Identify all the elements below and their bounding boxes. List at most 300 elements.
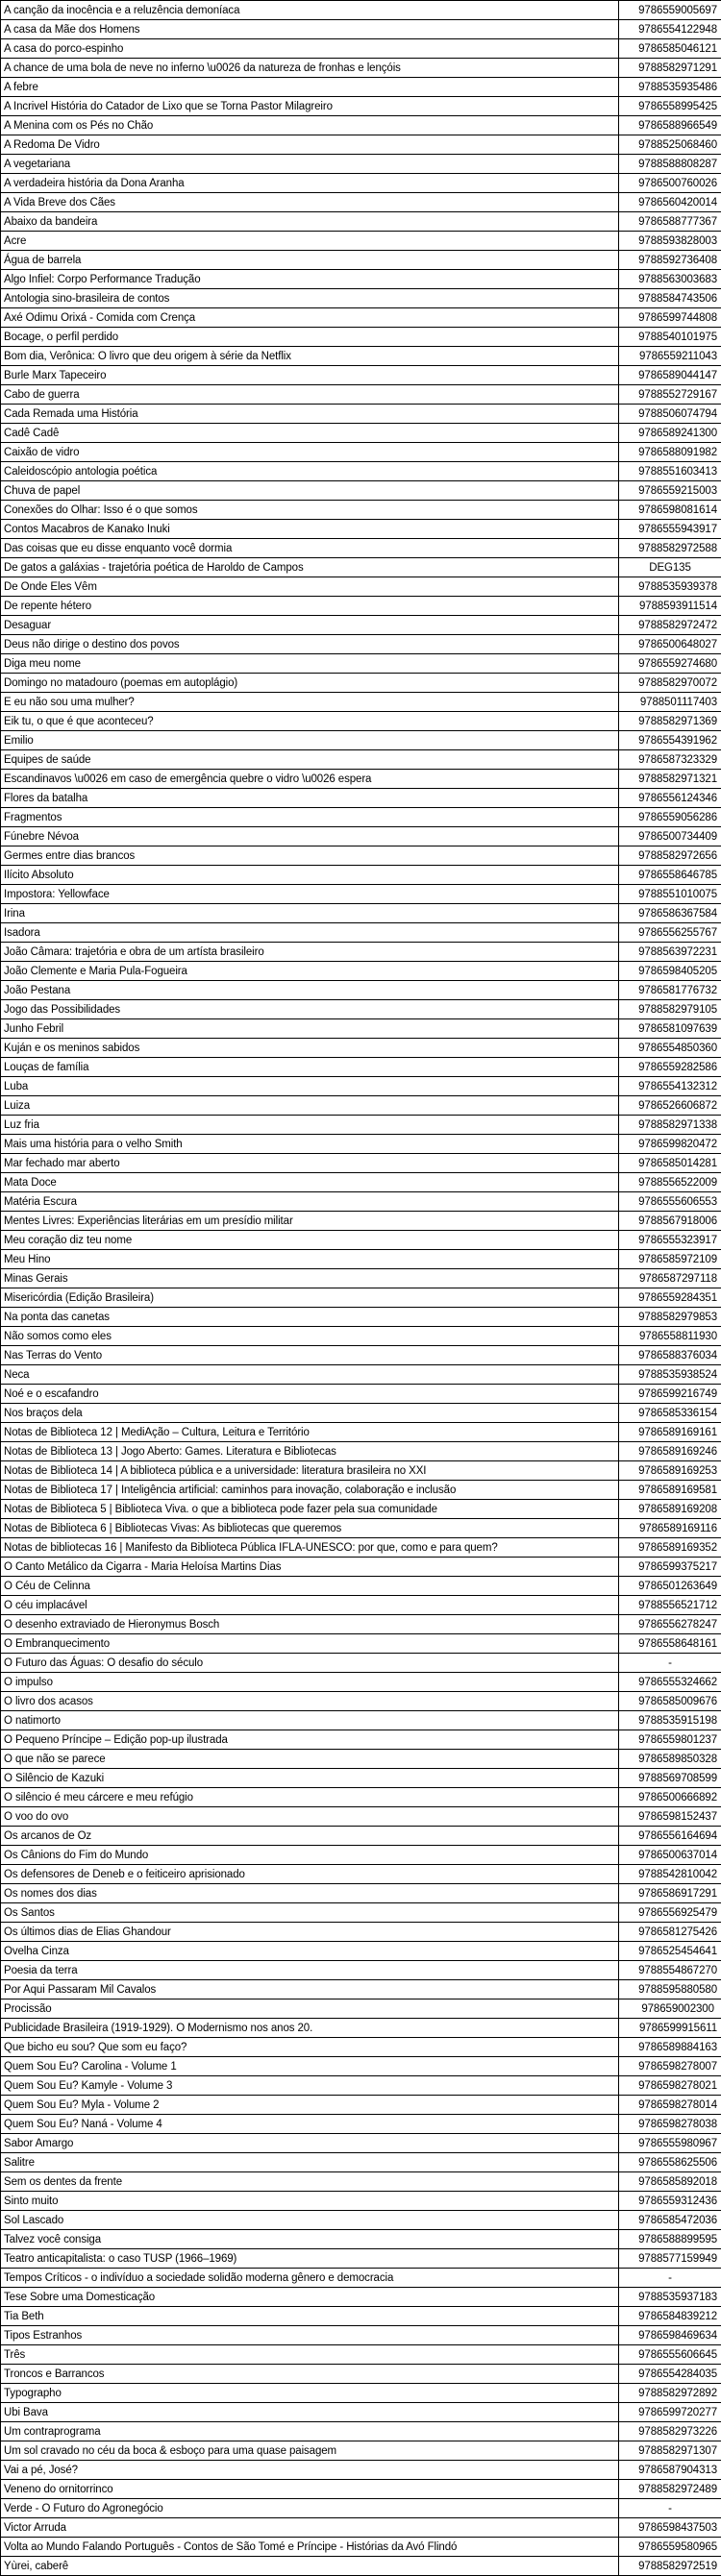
isbn-cell[interactable]: 9786598278038 bbox=[619, 2115, 721, 2134]
isbn-cell[interactable]: 9786587323329 bbox=[619, 750, 721, 770]
isbn-cell[interactable]: 9786585972109 bbox=[619, 1250, 721, 1269]
title-cell[interactable]: Caixão de vidro bbox=[1, 443, 619, 462]
isbn-cell[interactable]: 9786559274680 bbox=[619, 654, 721, 674]
title-cell[interactable]: Ubi Bava bbox=[1, 2403, 619, 2422]
isbn-cell[interactable]: 9786581776732 bbox=[619, 981, 721, 1000]
title-cell[interactable]: A Vida Breve dos Cães bbox=[1, 193, 619, 212]
isbn-cell[interactable]: 9786555324662 bbox=[619, 1673, 721, 1692]
isbn-cell[interactable]: 9788582972472 bbox=[619, 616, 721, 635]
isbn-cell[interactable]: 9786588777367 bbox=[619, 212, 721, 232]
title-cell[interactable]: Salitre bbox=[1, 2153, 619, 2172]
title-cell[interactable]: Luba bbox=[1, 1077, 619, 1096]
title-cell[interactable]: Os arcanos de Oz bbox=[1, 1827, 619, 1846]
title-cell[interactable]: O voo do ovo bbox=[1, 1807, 619, 1827]
title-cell[interactable]: Noé e o escafandro bbox=[1, 1385, 619, 1404]
title-cell[interactable]: Os últimos dias de Elias Ghandour bbox=[1, 1923, 619, 1942]
isbn-cell[interactable]: 9786500734409 bbox=[619, 827, 721, 846]
title-cell[interactable]: Irina bbox=[1, 904, 619, 923]
table-body bbox=[1, 1, 721, 2576]
title-cell[interactable]: Conexões do Olhar: Isso é o que somos bbox=[1, 501, 619, 520]
title-cell[interactable]: João Pestana bbox=[1, 981, 619, 1000]
table-row bbox=[1, 1365, 721, 1385]
table-row bbox=[1, 674, 721, 693]
title-cell[interactable]: Três bbox=[1, 2345, 619, 2365]
table-row bbox=[1, 789, 721, 808]
title-cell[interactable]: Publicidade Brasileira (1919-1929). O Modernismo nos anos 20. bbox=[1, 2019, 619, 2038]
isbn-cell[interactable]: 9788582972489 bbox=[619, 2480, 721, 2499]
title-cell[interactable]: O Embranquecimento bbox=[1, 1634, 619, 1654]
isbn-cell[interactable]: 9786584839212 bbox=[619, 2307, 721, 2326]
isbn-cell[interactable]: 9786560420014 bbox=[619, 193, 721, 212]
title-cell[interactable]: Mais uma história para o velho Smith bbox=[1, 1135, 619, 1154]
title-cell[interactable]: Sabor Amargo bbox=[1, 2134, 619, 2153]
isbn-cell[interactable]: DEG135 bbox=[619, 558, 721, 577]
table-row bbox=[1, 2384, 721, 2403]
isbn-cell[interactable]: 9786559580965 bbox=[619, 2538, 721, 2557]
title-cell[interactable]: Misericórdia (Edição Brasileira) bbox=[1, 1288, 619, 1308]
isbn-cell[interactable]: 9786555980967 bbox=[619, 2134, 721, 2153]
isbn-cell[interactable]: 9788535939378 bbox=[619, 577, 721, 597]
title-cell[interactable]: Sem os dentes da frente bbox=[1, 2172, 619, 2192]
isbn-cell[interactable]: 9786559211043 bbox=[619, 347, 721, 366]
title-cell[interactable]: Ovelha Cinza bbox=[1, 1942, 619, 1961]
title-cell[interactable]: Jogo das Possibilidades bbox=[1, 1000, 619, 1019]
title-cell[interactable]: Ilícito Absoluto bbox=[1, 866, 619, 885]
isbn-cell[interactable]: 9786589169116 bbox=[619, 1519, 721, 1538]
isbn-cell[interactable]: 9786599744808 bbox=[619, 308, 721, 328]
isbn-cell[interactable]: 9788567918006 bbox=[619, 1212, 721, 1231]
isbn-cell[interactable]: 9786589241300 bbox=[619, 424, 721, 443]
isbn-cell[interactable]: 9786556255767 bbox=[619, 923, 721, 943]
title-cell[interactable]: A febre bbox=[1, 78, 619, 97]
title-cell[interactable]: Notas de Biblioteca 12 | MediAção – Cultura, Leitura e Território bbox=[1, 1423, 619, 1442]
isbn-cell[interactable]: 9786598278021 bbox=[619, 2076, 721, 2096]
isbn-cell[interactable]: 9786585336154 bbox=[619, 1404, 721, 1423]
title-cell[interactable]: A Incrivel História do Catador de Lixo que se Torna Pastor Milagreiro bbox=[1, 97, 619, 116]
table-row bbox=[1, 1423, 721, 1442]
isbn-cell[interactable]: - bbox=[619, 1654, 721, 1673]
title-cell[interactable]: Mar fechado mar aberto bbox=[1, 1154, 619, 1173]
table-row bbox=[1, 1596, 721, 1615]
title-cell[interactable]: Os defensores de Deneb e o feiticeiro aprisionado bbox=[1, 1865, 619, 1884]
title-cell[interactable]: O Canto Metálico da Cigarra - Maria Heloísa Martins Dias bbox=[1, 1558, 619, 1577]
title-cell[interactable]: A casa do porco-espinho bbox=[1, 39, 619, 59]
isbn-cell[interactable]: 9786555323917 bbox=[619, 1231, 721, 1250]
isbn-cell[interactable]: 9786589169253 bbox=[619, 1461, 721, 1481]
isbn-cell[interactable]: 9788593911514 bbox=[619, 597, 721, 616]
title-cell[interactable]: Cabo de guerra bbox=[1, 385, 619, 405]
isbn-cell[interactable]: 9788592736408 bbox=[619, 251, 721, 270]
title-cell[interactable]: Yùrei, caberê bbox=[1, 2557, 619, 2576]
title-cell[interactable]: A verdadeira história da Dona Aranha bbox=[1, 174, 619, 193]
isbn-cell[interactable]: 9786599216749 bbox=[619, 1385, 721, 1404]
isbn-cell[interactable]: 9786589169161 bbox=[619, 1423, 721, 1442]
table-row bbox=[1, 1404, 721, 1423]
title-cell[interactable]: Notas de bibliotecas 16 | Manifesto da Biblioteca Pública IFLA-UNESCO: por que, como e para quem? bbox=[1, 1538, 619, 1558]
title-cell[interactable]: Mata Doce bbox=[1, 1173, 619, 1192]
table-row bbox=[1, 2518, 721, 2538]
isbn-cell[interactable]: 9788556522009 bbox=[619, 1173, 721, 1192]
title-cell[interactable]: Mentes Livres: Experiências literárias em um presídio militar bbox=[1, 1212, 619, 1231]
title-cell[interactable]: Água de barrela bbox=[1, 251, 619, 270]
title-cell[interactable]: Os Cânions do Fim do Mundo bbox=[1, 1846, 619, 1865]
isbn-cell[interactable]: 9788582972588 bbox=[619, 539, 721, 558]
title-cell[interactable]: Flores da batalha bbox=[1, 789, 619, 808]
isbn-cell[interactable]: 9786554391962 bbox=[619, 731, 721, 750]
isbn-cell[interactable]: 9786587904313 bbox=[619, 2461, 721, 2480]
title-cell[interactable]: Neca bbox=[1, 1365, 619, 1385]
title-cell[interactable]: O natimorto bbox=[1, 1711, 619, 1730]
table-row bbox=[1, 1884, 721, 1903]
isbn-cell[interactable]: 9788582971338 bbox=[619, 1116, 721, 1135]
title-cell[interactable]: Talvez você consiga bbox=[1, 2230, 619, 2249]
table-row bbox=[1, 193, 721, 212]
isbn-cell[interactable]: 9788595880580 bbox=[619, 1980, 721, 1999]
isbn-cell[interactable]: 9788582971307 bbox=[619, 2441, 721, 2461]
isbn-cell[interactable]: 9786585472036 bbox=[619, 2211, 721, 2230]
table-row bbox=[1, 539, 721, 558]
title-cell[interactable]: Eik tu, o que é que aconteceu? bbox=[1, 712, 619, 731]
isbn-cell[interactable]: 9786556278247 bbox=[619, 1615, 721, 1634]
title-cell[interactable]: O livro dos acasos bbox=[1, 1692, 619, 1711]
isbn-cell[interactable]: 9788552729167 bbox=[619, 385, 721, 405]
isbn-cell[interactable]: 9786500648027 bbox=[619, 635, 721, 654]
title-cell[interactable]: Fragmentos bbox=[1, 808, 619, 827]
title-cell[interactable]: A casa da Mãe dos Homens bbox=[1, 20, 619, 39]
isbn-cell[interactable]: 9786599375217 bbox=[619, 1558, 721, 1577]
isbn-cell[interactable]: 9788551010075 bbox=[619, 885, 721, 904]
isbn-cell[interactable]: 9788593828003 bbox=[619, 232, 721, 251]
isbn-cell[interactable]: 9786585046121 bbox=[619, 39, 721, 59]
title-cell[interactable]: Abaixo da bandeira bbox=[1, 212, 619, 232]
title-cell[interactable]: Um sol cravado no céu da boca & esboço para uma quase paisagem bbox=[1, 2441, 619, 2461]
isbn-cell[interactable]: 9786598278014 bbox=[619, 2096, 721, 2115]
isbn-cell[interactable]: 9788582971291 bbox=[619, 59, 721, 78]
isbn-cell[interactable]: 9786587297118 bbox=[619, 1269, 721, 1288]
title-cell[interactable]: Notas de Biblioteca 5 | Biblioteca Viva. o que a biblioteca pode fazer pela sua comunidade bbox=[1, 1500, 619, 1519]
title-cell[interactable]: Procissão bbox=[1, 1999, 619, 2019]
title-cell[interactable]: Equipes de saúde bbox=[1, 750, 619, 770]
table-row bbox=[1, 405, 721, 424]
isbn-cell[interactable]: 9788506074794 bbox=[619, 405, 721, 424]
isbn-cell[interactable]: 9786554850360 bbox=[619, 1039, 721, 1058]
title-cell[interactable]: Cadê Cadê bbox=[1, 424, 619, 443]
table-row bbox=[1, 2441, 721, 2461]
title-cell[interactable]: Matéria Escura bbox=[1, 1192, 619, 1212]
title-cell[interactable]: Um contraprograma bbox=[1, 2422, 619, 2441]
title-cell[interactable]: O Pequeno Príncipe – Edição pop-up ilustrada bbox=[1, 1730, 619, 1750]
isbn-cell[interactable]: 9786500760026 bbox=[619, 174, 721, 193]
title-cell[interactable]: Quem Sou Eu? Kamyle - Volume 3 bbox=[1, 2076, 619, 2096]
isbn-cell[interactable]: 9786588091982 bbox=[619, 443, 721, 462]
isbn-cell[interactable]: 9788584743506 bbox=[619, 289, 721, 308]
title-cell[interactable]: Junho Febril bbox=[1, 1019, 619, 1039]
isbn-cell[interactable]: 9786598152437 bbox=[619, 1807, 721, 1827]
table-row bbox=[1, 232, 721, 251]
title-cell[interactable]: Sol Lascado bbox=[1, 2211, 619, 2230]
title-cell[interactable]: O impulso bbox=[1, 1673, 619, 1692]
table-row bbox=[1, 846, 721, 866]
table-row bbox=[1, 1212, 721, 1231]
title-cell[interactable]: E eu não sou uma mulher? bbox=[1, 693, 619, 712]
isbn-cell[interactable]: 9786555943917 bbox=[619, 520, 721, 539]
title-cell[interactable]: Burle Marx Tapeceiro bbox=[1, 366, 619, 385]
isbn-cell[interactable]: 9786558995425 bbox=[619, 97, 721, 116]
isbn-cell[interactable]: 9788535938524 bbox=[619, 1365, 721, 1385]
isbn-cell[interactable]: 9786585009676 bbox=[619, 1692, 721, 1711]
title-cell[interactable]: Meu coração diz teu nome bbox=[1, 1231, 619, 1250]
isbn-cell[interactable]: 9788551603413 bbox=[619, 462, 721, 481]
title-cell[interactable]: Na ponta das canetas bbox=[1, 1308, 619, 1327]
isbn-cell[interactable]: 9786555606553 bbox=[619, 1192, 721, 1212]
isbn-cell[interactable]: 9786599820472 bbox=[619, 1135, 721, 1154]
title-cell[interactable]: Escandinavos \u0026 em caso de emergência quebre o vidro \u0026 espera bbox=[1, 770, 619, 789]
isbn-cell[interactable]: 9788563003683 bbox=[619, 270, 721, 289]
isbn-cell[interactable]: 9786525454641 bbox=[619, 1942, 721, 1961]
title-cell[interactable]: Caleidoscópio antologia poética bbox=[1, 462, 619, 481]
title-cell[interactable]: Troncos e Barrancos bbox=[1, 2365, 619, 2384]
isbn-cell[interactable]: 9786598437503 bbox=[619, 2518, 721, 2538]
isbn-cell[interactable]: 9786581097639 bbox=[619, 1019, 721, 1039]
isbn-cell[interactable]: 9788577159949 bbox=[619, 2249, 721, 2269]
title-cell[interactable]: De gatos a galáxias - trajetória poética de Haroldo de Campos bbox=[1, 558, 619, 577]
isbn-cell[interactable]: 9788535935486 bbox=[619, 78, 721, 97]
title-cell[interactable]: Tese Sobre uma Domesticação bbox=[1, 2288, 619, 2307]
isbn-cell[interactable]: 9788540101975 bbox=[619, 328, 721, 347]
table-row bbox=[1, 2422, 721, 2441]
isbn-cell[interactable]: 9788582972892 bbox=[619, 2384, 721, 2403]
isbn-cell[interactable]: - bbox=[619, 2269, 721, 2288]
isbn-cell[interactable]: 9786589169581 bbox=[619, 1481, 721, 1500]
isbn-cell[interactable]: 9786559801237 bbox=[619, 1730, 721, 1750]
isbn-cell[interactable]: 9786589169208 bbox=[619, 1500, 721, 1519]
title-cell[interactable]: Contos Macabros de Kanako Inuki bbox=[1, 520, 619, 539]
isbn-cell[interactable]: - bbox=[619, 2499, 721, 2518]
isbn-cell[interactable]: 9786501263649 bbox=[619, 1577, 721, 1596]
title-cell[interactable]: Que bicho eu sou? Que som eu faço? bbox=[1, 2038, 619, 2057]
isbn-cell[interactable]: 9786599915611 bbox=[619, 2019, 721, 2038]
title-cell[interactable]: Vai a pé, José? bbox=[1, 2461, 619, 2480]
title-cell[interactable]: Luiza bbox=[1, 1096, 619, 1116]
title-cell[interactable]: A Menina com os Pés no Chão bbox=[1, 116, 619, 135]
title-cell[interactable]: Diga meu nome bbox=[1, 654, 619, 674]
isbn-cell[interactable]: 9786585014281 bbox=[619, 1154, 721, 1173]
isbn-cell[interactable]: 9786586367584 bbox=[619, 904, 721, 923]
table-row bbox=[1, 1096, 721, 1116]
title-cell[interactable]: Domingo no matadouro (poemas em autoplágio) bbox=[1, 674, 619, 693]
isbn-cell[interactable]: 9788582979853 bbox=[619, 1308, 721, 1327]
isbn-cell[interactable]: 9788554867270 bbox=[619, 1961, 721, 1980]
isbn-cell[interactable]: 9786586917291 bbox=[619, 1884, 721, 1903]
isbn-cell[interactable]: 9788569708599 bbox=[619, 1769, 721, 1788]
title-cell[interactable]: O que não se parece bbox=[1, 1750, 619, 1769]
isbn-cell[interactable]: 9786556164694 bbox=[619, 1827, 721, 1846]
isbn-cell[interactable]: 9786558646785 bbox=[619, 866, 721, 885]
isbn-cell[interactable]: 9788588808287 bbox=[619, 155, 721, 174]
table-row bbox=[1, 2480, 721, 2499]
isbn-cell[interactable]: 9786500637014 bbox=[619, 1846, 721, 1865]
isbn-cell[interactable]: 9786598469634 bbox=[619, 2326, 721, 2345]
title-cell[interactable]: Acre bbox=[1, 232, 619, 251]
isbn-cell[interactable]: 9786500666892 bbox=[619, 1788, 721, 1807]
title-cell[interactable]: Chuva de papel bbox=[1, 481, 619, 501]
title-cell[interactable]: Desaguar bbox=[1, 616, 619, 635]
title-cell[interactable]: Das coisas que eu disse enquanto você dormia bbox=[1, 539, 619, 558]
title-cell[interactable]: O desenho extraviado de Hieronymus Bosch bbox=[1, 1615, 619, 1634]
isbn-cell[interactable]: 9786559215003 bbox=[619, 481, 721, 501]
title-cell[interactable]: Algo Infiel: Corpo Performance Tradução bbox=[1, 270, 619, 289]
isbn-cell[interactable]: 9788535915198 bbox=[619, 1711, 721, 1730]
isbn-cell[interactable]: 978659002300 bbox=[619, 1999, 721, 2019]
isbn-cell[interactable]: 9786559282586 bbox=[619, 1058, 721, 1077]
title-cell[interactable]: Minas Gerais bbox=[1, 1269, 619, 1288]
title-cell[interactable]: Notas de Biblioteca 13 | Jogo Aberto: Games. Literatura e Bibliotecas bbox=[1, 1442, 619, 1461]
isbn-cell[interactable]: 9786559312436 bbox=[619, 2192, 721, 2211]
title-cell[interactable]: De Onde Eles Vêm bbox=[1, 577, 619, 597]
isbn-cell[interactable]: 9788582979105 bbox=[619, 1000, 721, 1019]
title-cell[interactable]: Cada Remada uma História bbox=[1, 405, 619, 424]
title-cell[interactable]: Notas de Biblioteca 14 | A biblioteca pública e a universidade: literatura brasileira no XXI bbox=[1, 1461, 619, 1481]
isbn-cell[interactable]: 9786589169352 bbox=[619, 1538, 721, 1558]
title-cell[interactable]: O Futuro das Águas: O desafio do século bbox=[1, 1654, 619, 1673]
title-cell[interactable]: Fúnebre Névoa bbox=[1, 827, 619, 846]
title-cell[interactable]: Poesia da terra bbox=[1, 1961, 619, 1980]
title-cell[interactable]: Quem Sou Eu? Carolina - Volume 1 bbox=[1, 2057, 619, 2076]
title-cell[interactable]: Louças de família bbox=[1, 1058, 619, 1077]
title-cell[interactable]: Tia Beth bbox=[1, 2307, 619, 2326]
title-cell[interactable]: Typographo bbox=[1, 2384, 619, 2403]
isbn-cell[interactable]: 9786598278007 bbox=[619, 2057, 721, 2076]
isbn-cell[interactable]: 9786554132312 bbox=[619, 1077, 721, 1096]
isbn-cell[interactable]: 9786556925479 bbox=[619, 1903, 721, 1923]
isbn-cell[interactable]: 9788582972656 bbox=[619, 846, 721, 866]
isbn-cell[interactable]: 9786558811930 bbox=[619, 1327, 721, 1346]
title-cell[interactable]: Tempos Críticos - o indivíduo a sociedade solidão moderna gênero e democracia bbox=[1, 2269, 619, 2288]
isbn-cell[interactable]: 9786559284351 bbox=[619, 1288, 721, 1308]
title-cell[interactable]: Volta ao Mundo Falando Português - Contos de São Tomé e Príncipe - Histórias da Avó Flindó bbox=[1, 2538, 619, 2557]
isbn-cell[interactable]: 9788501117403 bbox=[619, 693, 721, 712]
isbn-cell[interactable]: 9786588376034 bbox=[619, 1346, 721, 1365]
title-cell[interactable]: Deus não dirige o destino dos povos bbox=[1, 635, 619, 654]
title-cell[interactable]: Emilio bbox=[1, 731, 619, 750]
title-cell[interactable]: Isadora bbox=[1, 923, 619, 943]
isbn-cell[interactable]: 9786559056286 bbox=[619, 808, 721, 827]
table-row bbox=[1, 885, 721, 904]
title-cell[interactable]: Luz fria bbox=[1, 1116, 619, 1135]
title-cell[interactable]: Os Santos bbox=[1, 1903, 619, 1923]
isbn-cell[interactable]: 9786526606872 bbox=[619, 1096, 721, 1116]
title-cell[interactable]: Antologia sino-brasileira de contos bbox=[1, 289, 619, 308]
isbn-cell[interactable]: 9786599720277 bbox=[619, 2403, 721, 2422]
isbn-cell[interactable]: 9786559005697 bbox=[619, 1, 721, 20]
title-cell[interactable]: A chance de uma bola de neve no inferno \u0026 da natureza de fronhas e lençóis bbox=[1, 59, 619, 78]
isbn-cell[interactable]: 9788582970072 bbox=[619, 674, 721, 693]
isbn-cell[interactable]: 9786585892018 bbox=[619, 2172, 721, 2192]
title-cell[interactable]: Nos braços dela bbox=[1, 1404, 619, 1423]
title-cell[interactable]: Veneno do ornitorrinco bbox=[1, 2480, 619, 2499]
title-cell[interactable]: Verde - O Futuro do Agronegócio bbox=[1, 2499, 619, 2518]
title-cell[interactable]: Bocage, o perfil perdido bbox=[1, 328, 619, 347]
title-cell[interactable]: Germes entre dias brancos bbox=[1, 846, 619, 866]
title-cell[interactable]: A vegetariana bbox=[1, 155, 619, 174]
title-cell[interactable]: Não somos como eles bbox=[1, 1327, 619, 1346]
isbn-cell[interactable]: 9786598405205 bbox=[619, 962, 721, 981]
table-row bbox=[1, 923, 721, 943]
title-cell[interactable]: O céu implacável bbox=[1, 1596, 619, 1615]
title-cell[interactable]: Por Aqui Passaram Mil Cavalos bbox=[1, 1980, 619, 1999]
isbn-cell[interactable]: 9788556521712 bbox=[619, 1596, 721, 1615]
title-cell[interactable]: Axé Odimu Orixá - Comida com Crença bbox=[1, 308, 619, 328]
isbn-cell[interactable]: 9788582971369 bbox=[619, 712, 721, 731]
isbn-cell[interactable]: 9786558625506 bbox=[619, 2153, 721, 2172]
isbn-cell[interactable]: 9786598081614 bbox=[619, 501, 721, 520]
table-row bbox=[1, 558, 721, 577]
title-cell[interactable]: Bom dia, Verônica: O livro que deu origem à série da Netflix bbox=[1, 347, 619, 366]
title-cell[interactable]: Notas de Biblioteca 6 | Bibliotecas Vivas: As bibliotecas que queremos bbox=[1, 1519, 619, 1538]
title-cell[interactable]: O Céu de Celinna bbox=[1, 1577, 619, 1596]
title-cell[interactable]: João Câmara: trajetória e obra de um artísta brasileiro bbox=[1, 943, 619, 962]
isbn-cell[interactable]: 9788535937183 bbox=[619, 2288, 721, 2307]
table-row bbox=[1, 2288, 721, 2307]
table-row bbox=[1, 135, 721, 155]
title-cell[interactable]: Nas Terras do Vento bbox=[1, 1346, 619, 1365]
table-row bbox=[1, 1231, 721, 1250]
isbn-cell[interactable]: 9786556124346 bbox=[619, 789, 721, 808]
isbn-cell[interactable]: 9786589169246 bbox=[619, 1442, 721, 1461]
title-cell[interactable]: Quem Sou Eu? Naná - Volume 4 bbox=[1, 2115, 619, 2134]
title-cell[interactable]: Sinto muito bbox=[1, 2192, 619, 2211]
title-cell[interactable]: A canção da inocência e a reluzência demoníaca bbox=[1, 1, 619, 20]
isbn-cell[interactable]: 9788563972231 bbox=[619, 943, 721, 962]
table-row bbox=[1, 1846, 721, 1865]
title-cell[interactable]: João Clemente e Maria Pula-Fogueira bbox=[1, 962, 619, 981]
isbn-cell[interactable]: 9786555606645 bbox=[619, 2345, 721, 2365]
table-row bbox=[1, 1346, 721, 1365]
isbn-cell[interactable]: 9788582973226 bbox=[619, 2422, 721, 2441]
title-cell[interactable]: A Redoma De Vidro bbox=[1, 135, 619, 155]
title-cell[interactable]: O silêncio é meu cárcere e meu refúgio bbox=[1, 1788, 619, 1807]
title-cell[interactable]: Notas de Biblioteca 17 | Inteligência artificial: caminhos para inovação, colaboração e inclusão bbox=[1, 1481, 619, 1500]
title-cell[interactable]: Victor Arruda bbox=[1, 2518, 619, 2538]
isbn-cell[interactable]: 9786589884163 bbox=[619, 2038, 721, 2057]
isbn-cell[interactable]: 9788582971321 bbox=[619, 770, 721, 789]
isbn-cell[interactable]: 9788525068460 bbox=[619, 135, 721, 155]
title-cell[interactable]: Os nomes dos dias bbox=[1, 1884, 619, 1903]
isbn-cell[interactable]: 9786589044147 bbox=[619, 366, 721, 385]
isbn-cell[interactable]: 9786558648161 bbox=[619, 1634, 721, 1654]
isbn-cell[interactable]: 9788542810042 bbox=[619, 1865, 721, 1884]
title-cell[interactable]: O Silêncio de Kazuki bbox=[1, 1769, 619, 1788]
title-cell[interactable]: Impostora: Yellowface bbox=[1, 885, 619, 904]
isbn-cell[interactable]: 9786581275426 bbox=[619, 1923, 721, 1942]
table-row bbox=[1, 1999, 721, 2019]
title-cell[interactable]: Kuján e os meninos sabidos bbox=[1, 1039, 619, 1058]
title-cell[interactable]: Teatro anticapitalista: o caso TUSP (1966–1969) bbox=[1, 2249, 619, 2269]
isbn-cell[interactable]: 9786554284035 bbox=[619, 2365, 721, 2384]
isbn-cell[interactable]: 9786588899595 bbox=[619, 2230, 721, 2249]
isbn-cell[interactable]: 9786589850328 bbox=[619, 1750, 721, 1769]
title-cell[interactable]: Meu Hino bbox=[1, 1250, 619, 1269]
isbn-cell[interactable]: 9788582972519 bbox=[619, 2557, 721, 2576]
table-row bbox=[1, 2345, 721, 2365]
title-cell[interactable]: De repente hétero bbox=[1, 597, 619, 616]
title-cell[interactable]: Tipos Estranhos bbox=[1, 2326, 619, 2345]
title-cell[interactable]: Quem Sou Eu? Myla - Volume 2 bbox=[1, 2096, 619, 2115]
table-row bbox=[1, 2461, 721, 2480]
isbn-cell[interactable]: 9786554122948 bbox=[619, 20, 721, 39]
table-row bbox=[1, 2115, 721, 2134]
isbn-cell[interactable]: 9786588966549 bbox=[619, 116, 721, 135]
